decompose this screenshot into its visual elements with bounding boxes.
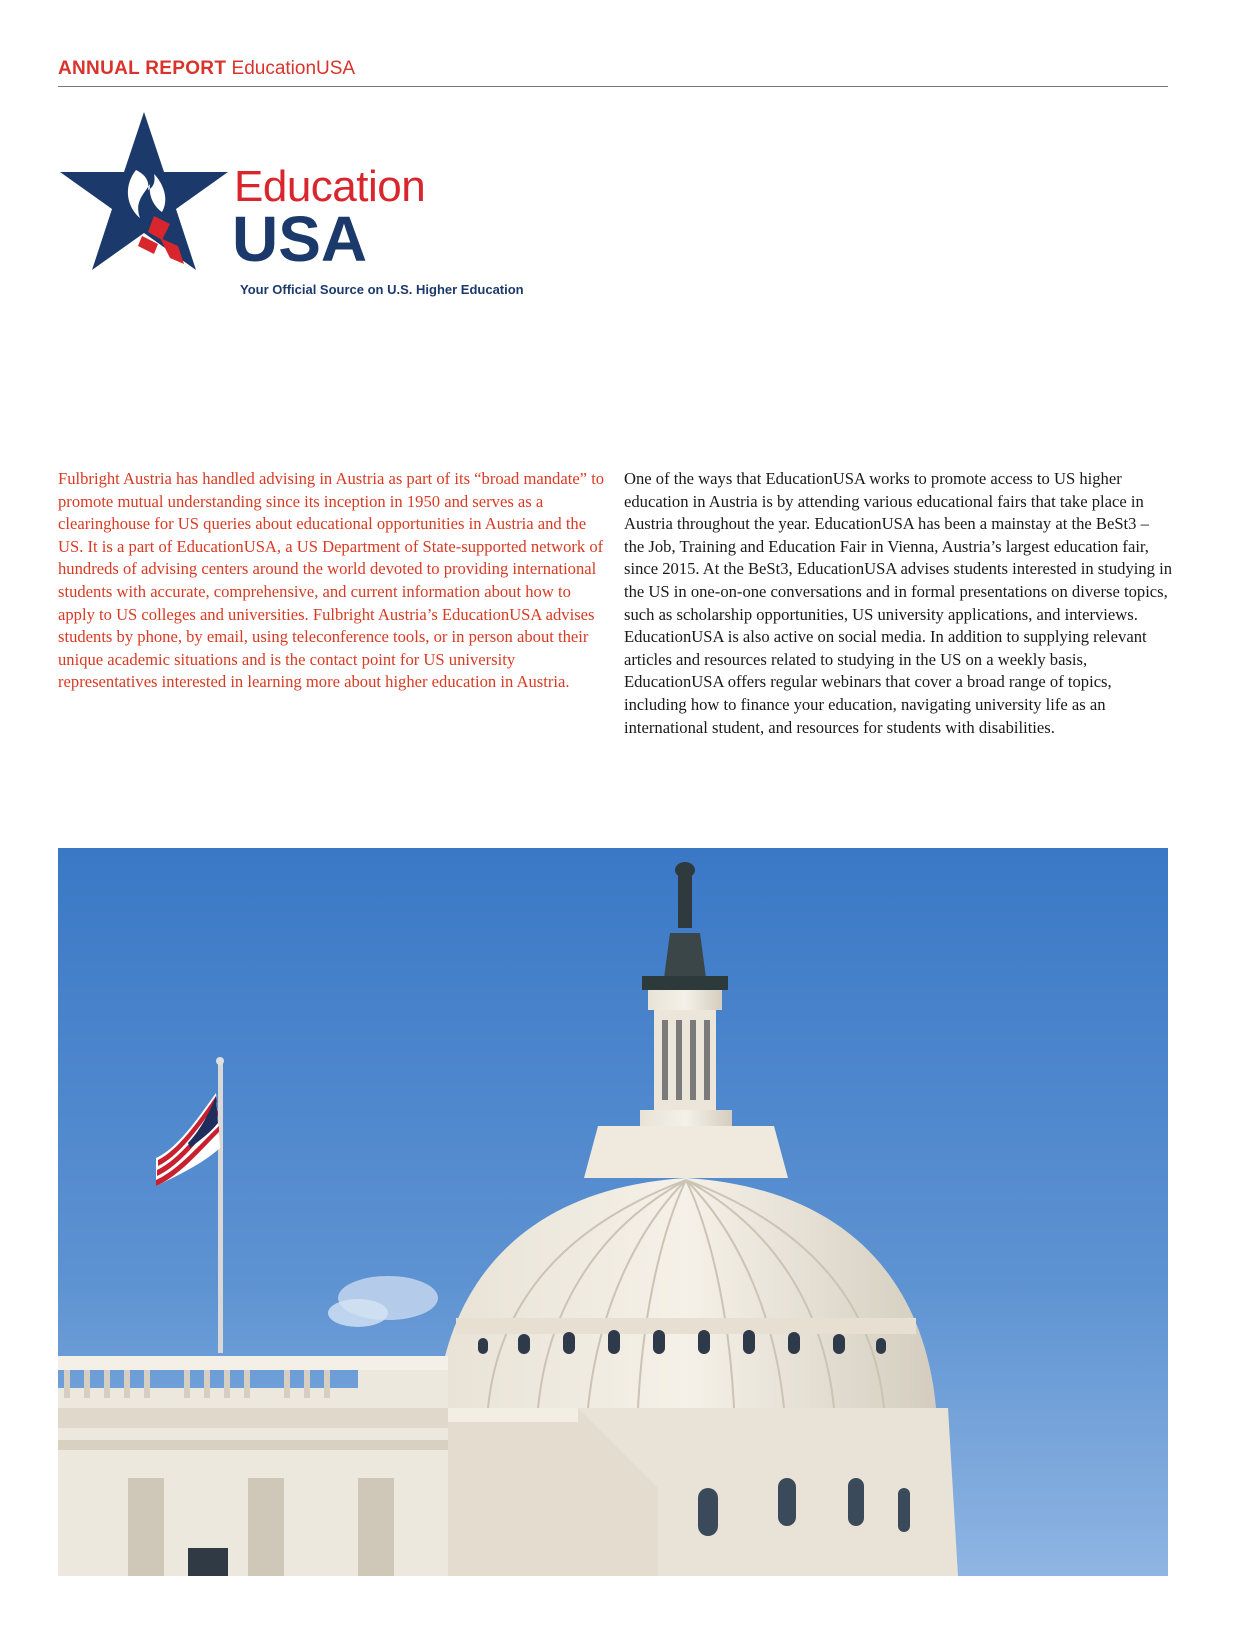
star-torch-icon	[58, 112, 228, 274]
running-header	[58, 58, 1168, 80]
logo-tagline: Your Official Source on U.S. Higher Education	[240, 282, 524, 297]
logo-text-education: Education	[234, 162, 426, 211]
right-column-text: One of the ways that EducationUSA works to promote access to US higher education in Austria is by attending various educational fairs that take place in Austria throughout the year. EducationUSA has been a mainstay at the BeSt3 – the Job, Training and Education Fair in Vienna, Austria’s largest education fair, since 2015. At the BeSt3, EducationUSA advises students interested in studying in the US in one-on-one conversations and in formal presentations on diverse topics, such as scholarship opportunities, US university applications, and interviews. EducationUSA is also active on social media. In addition to supplying relevant articles and resources related to studying in the US on a weekly basis, EducationUSA offers regular webinars that cover a broad range of topics, including how to finance your education, navigating university life as an international student, and resources for students with disabilities.	[624, 469, 1173, 737]
capitol-dome-photo	[58, 848, 1168, 1576]
educationusa-logo	[58, 112, 524, 302]
header-education-usa: EducationUSA	[231, 58, 356, 79]
left-column-text: Fulbright Austria has handled advising in Austria as part of its “broad mandate” to promote mutual understanding since its inception in 1950 and serves as a clearinghouse for US queries about educational opportunities in Austria and the US. It is a part of EducationUSA, a US Department of State-supported network of hundreds of advising centers around the world devoted to providing international students with accurate, comprehensive, and current information about how to apply to US colleges and universities. Fulbright Austria’s EducationUSA advises students by phone, by email, using teleconference tools, or in person about their unique academic situations and is the contact point for US university representatives interested in learning more about higher education in Austria.	[58, 469, 605, 692]
capitol-illustration	[58, 848, 1168, 1576]
header-annual-report: ANNUAL REPORT	[58, 58, 227, 79]
logo-text-usa: USA	[232, 203, 368, 275]
header-rule	[58, 86, 1168, 87]
